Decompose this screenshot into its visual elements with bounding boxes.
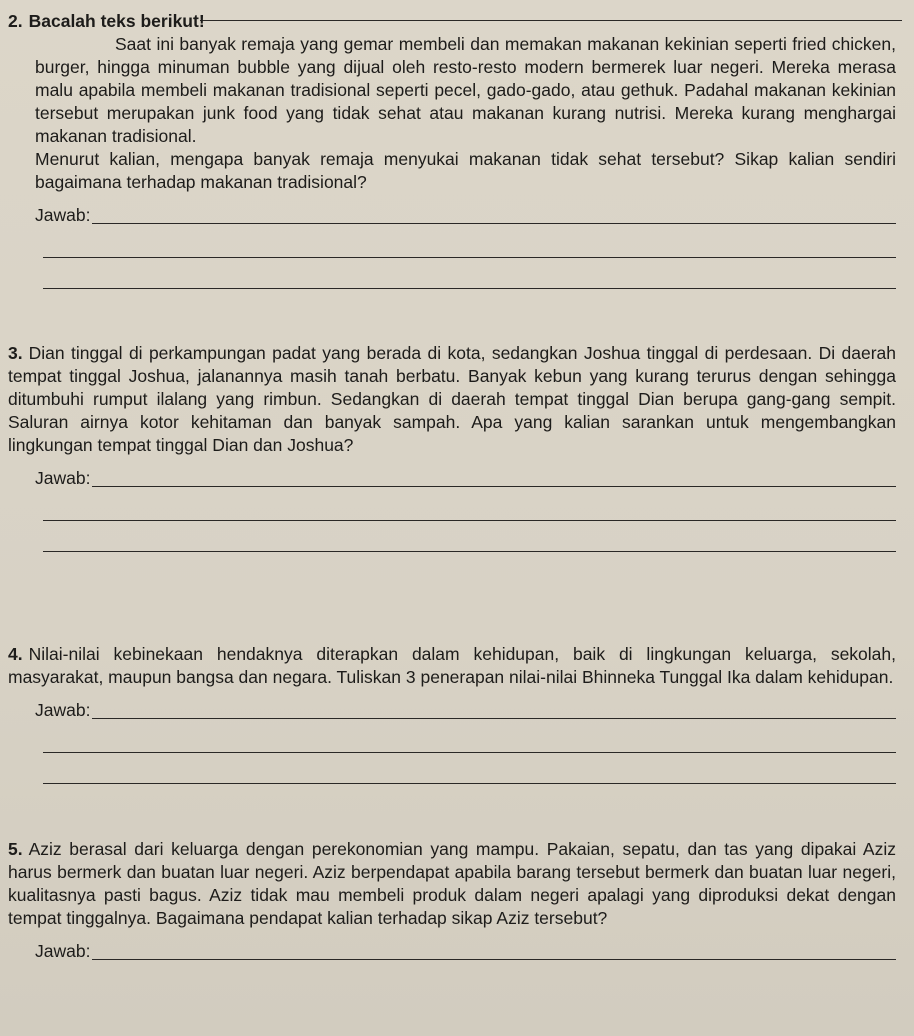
answer-line[interactable]	[43, 520, 896, 521]
answer-line[interactable]	[92, 959, 896, 960]
question-prompt: Menurut kalian, mengapa banyak remaja menyukai makanan tidak sehat tersebut? Sikap kalian sendiri bagaimana terhadap makanan tradisional?	[35, 149, 896, 192]
answer-row[interactable]	[8, 940, 896, 963]
question-title: Bacalah teks berikut!	[28, 11, 205, 31]
answer-label: Jawab:	[35, 700, 91, 720]
answer-line[interactable]	[92, 486, 896, 487]
answer-line[interactable]	[43, 551, 896, 552]
answer-line[interactable]	[43, 752, 896, 753]
question-5	[8, 838, 896, 963]
question-text: Aziz berasal dari keluarga dengan perekonomian yang mampu. Pakaian, sepatu, dan tas yang dipakai Aziz harus bermerk dan buatan luar negeri. Aziz berpendapat apabila barang tersebut bermerk dan buatan luar negeri, kualitasnya pasti bagus. Aziz tidak mau membeli produk dalam negeri apalagi yang diproduksi dekat dengan tempat tinggalnya. Bagaimana pendapat kalian terhadap sikap Aziz tersebut?	[8, 839, 896, 928]
question-text: Dian tinggal di perkampungan padat yang berada di kota, sedangkan Joshua tinggal di perdesaan. Di daerah tempat tinggal Joshua, jalanannya masih tanah berbatu. Banyak kebun yang kurang terurus dengan sehingga ditumbuhi rumput ilalang yang rimbun. Sedangkan di daerah tempat tinggal Dian berupa gang-gang sempit. Saluran airnya kotor kehitaman dan banyak sampah. Apa yang kalian sarankan untuk mengembangkan lingkungan tempat tinggal Dian dan Joshua?	[8, 343, 896, 455]
answer-line[interactable]	[92, 718, 896, 719]
answer-label: Jawab:	[35, 205, 91, 225]
answer-row[interactable]	[8, 699, 896, 722]
answer-row[interactable]	[8, 204, 896, 227]
answer-row[interactable]	[8, 467, 896, 490]
question-number: 4.	[8, 644, 23, 664]
answer-line[interactable]	[43, 783, 896, 784]
reading-passage: Saat ini banyak remaja yang gemar membeli dan memakan makanan kekinian seperti fried chicken, burger, hingga minuman bubble yang dijual oleh resto-resto modern bermerek luar negeri. Mereka merasa malu apabila membeli makanan tradisional seperti pecel, gado-gado, atau gethuk. Padahal makanan kekinian tersebut merupakan junk food yang tidak sehat atau makanan kurang nutrisi. Mereka kurang menghargai makanan tradisional.	[35, 34, 896, 146]
question-number: 2.	[8, 11, 23, 31]
answer-label: Jawab:	[35, 468, 91, 488]
question-number: 3.	[8, 343, 23, 363]
question-text: Nilai-nilai kebinekaan hendaknya diterapkan dalam kehidupan, baik di lingkungan keluarga, sekolah, masyarakat, maupun bangsa dan negara. Tuliskan 3 penerapan nilai-nilai Bhinneka Tunggal Ika dalam kehidupan.	[8, 644, 896, 687]
answer-label: Jawab:	[35, 941, 91, 961]
answer-line[interactable]	[92, 223, 896, 224]
question-4	[8, 643, 896, 784]
question-2	[8, 10, 896, 289]
answer-line[interactable]	[43, 257, 896, 258]
question-3	[8, 342, 896, 552]
answer-line[interactable]	[43, 288, 896, 289]
question-number: 5.	[8, 839, 23, 859]
